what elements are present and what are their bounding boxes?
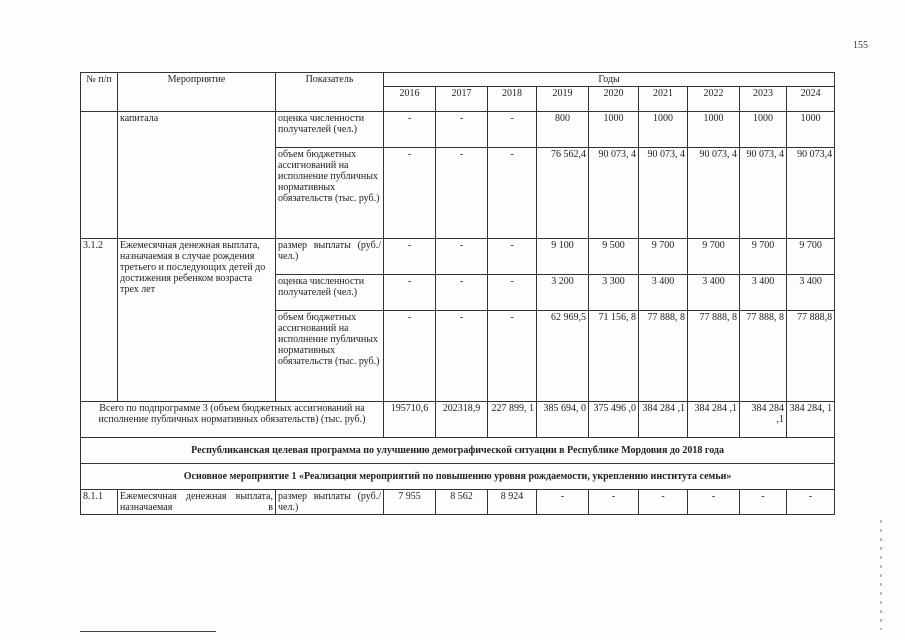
indicator-cell: размер выплаты (руб./ чел.): [276, 490, 384, 515]
value-cell: -: [384, 112, 436, 148]
year-2024: 2024: [787, 87, 835, 112]
value-cell: 77 888, 8: [740, 311, 787, 402]
event-cell: Ежемесячная денежная выплата, назначаемая в случае рождения третьего и последующих детей до достижения ребенком возраста трех лет: [118, 239, 276, 402]
value-cell: 77 888, 8: [688, 311, 740, 402]
value-cell: -: [488, 239, 537, 275]
value-cell: 9 100: [537, 239, 589, 275]
value-cell: 1000: [639, 112, 688, 148]
value-cell: 1000: [589, 112, 639, 148]
value-cell: 90 073, 4: [688, 148, 740, 239]
table-row: [81, 112, 835, 148]
scan-edge-marks: [880, 520, 882, 630]
value-cell: -: [436, 311, 488, 402]
total-value: 384 284 ,1: [688, 402, 740, 438]
value-cell: 800: [537, 112, 589, 148]
header-row-1: [81, 73, 835, 87]
value-cell: -: [740, 490, 787, 515]
value-cell: -: [384, 148, 436, 239]
value-cell: -: [384, 275, 436, 311]
total-value: 384 284 ,1: [740, 402, 787, 438]
main-event-title: Основное мероприятие 1 «Реализация мероприятий по повышению уровня рождаемости, укреплению института семьи»: [81, 464, 835, 490]
value-cell: -: [436, 239, 488, 275]
header-event: Мероприятие: [118, 73, 276, 112]
value-cell: -: [488, 148, 537, 239]
year-2017: 2017: [436, 87, 488, 112]
value-cell: -: [384, 239, 436, 275]
value-cell: 8 562: [436, 490, 488, 515]
value-cell: -: [537, 490, 589, 515]
value-cell: -: [488, 311, 537, 402]
value-cell: -: [436, 148, 488, 239]
total-value: 227 899, 1: [488, 402, 537, 438]
value-cell: -: [639, 490, 688, 515]
indicator-cell: оценка численности получателей (чел.): [276, 112, 384, 148]
value-cell: 3 400: [688, 275, 740, 311]
total-value: 385 694, 0: [537, 402, 589, 438]
table-row: [81, 490, 835, 515]
total-label: Всего по подпрограмме 3 (объем бюджетных ассигнований на исполнение публичных нормативных обязательств) (тыс. руб.): [81, 402, 384, 438]
footnote-rule: [80, 631, 216, 632]
value-cell: 8 924: [488, 490, 537, 515]
year-2016: 2016: [384, 87, 436, 112]
table-row: [81, 239, 835, 275]
value-cell: -: [436, 275, 488, 311]
value-cell: 9 700: [740, 239, 787, 275]
value-cell: -: [384, 311, 436, 402]
value-cell: 77 888,8: [787, 311, 835, 402]
header-years: Годы: [384, 73, 835, 87]
header-num: № п/п: [81, 73, 118, 112]
year-2022: 2022: [688, 87, 740, 112]
budget-table: [80, 72, 835, 515]
value-cell: 1000: [787, 112, 835, 148]
value-cell: 76 562,4: [537, 148, 589, 239]
header-indicator: Показатель: [276, 73, 384, 112]
value-cell: -: [488, 275, 537, 311]
year-2020: 2020: [589, 87, 639, 112]
total-value: 384 284 ,1: [639, 402, 688, 438]
program-title: Республиканская целевая программа по улучшению демографической ситуации в Республике Мордовия до 2018 года: [81, 438, 835, 464]
value-cell: 9 700: [639, 239, 688, 275]
total-value: 195710,6: [384, 402, 436, 438]
total-value: 384 284, 1: [787, 402, 835, 438]
value-cell: 7 955: [384, 490, 436, 515]
row-num-cell: 3.1.2: [81, 239, 118, 402]
year-2018: 2018: [488, 87, 537, 112]
row-num-cell: [81, 112, 118, 239]
value-cell: -: [488, 112, 537, 148]
page-number: 155: [853, 40, 868, 51]
value-cell: 3 400: [787, 275, 835, 311]
indicator-cell: размер выплаты (руб./ чел.): [276, 239, 384, 275]
value-cell: -: [688, 490, 740, 515]
value-cell: 90 073, 4: [639, 148, 688, 239]
total-value: 202318,9: [436, 402, 488, 438]
year-2019: 2019: [537, 87, 589, 112]
value-cell: 9 700: [787, 239, 835, 275]
indicator-cell: объем бюджетных ассигнований на исполнение публичных нормативных обязательств (тыс. руб.): [276, 148, 384, 239]
value-cell: 62 969,5: [537, 311, 589, 402]
value-cell: 9 500: [589, 239, 639, 275]
year-2023: 2023: [740, 87, 787, 112]
value-cell: 3 300: [589, 275, 639, 311]
event-cell: капитала: [118, 112, 276, 239]
value-cell: 77 888, 8: [639, 311, 688, 402]
row-num-cell: 8.1.1: [81, 490, 118, 515]
event-cell: Ежемесячная денежная выплата, назначаемая в: [118, 490, 276, 515]
program-title-row: [81, 438, 835, 464]
main-event-title-row: [81, 464, 835, 490]
value-cell: 71 156, 8: [589, 311, 639, 402]
value-cell: 3 400: [639, 275, 688, 311]
indicator-cell: оценка численности получателей (чел.): [276, 275, 384, 311]
value-cell: 9 700: [688, 239, 740, 275]
value-cell: 90 073,4: [787, 148, 835, 239]
value-cell: 90 073, 4: [740, 148, 787, 239]
value-cell: 1000: [688, 112, 740, 148]
value-cell: -: [787, 490, 835, 515]
total-value: 375 496 ,0: [589, 402, 639, 438]
year-2021: 2021: [639, 87, 688, 112]
value-cell: -: [436, 112, 488, 148]
value-cell: -: [589, 490, 639, 515]
value-cell: 3 400: [740, 275, 787, 311]
value-cell: 90 073, 4: [589, 148, 639, 239]
indicator-cell: объем бюджетных ассигнований на исполнение публичных нормативных обязательств (тыс. руб.): [276, 311, 384, 402]
total-row: [81, 402, 835, 438]
value-cell: 1000: [740, 112, 787, 148]
value-cell: 3 200: [537, 275, 589, 311]
